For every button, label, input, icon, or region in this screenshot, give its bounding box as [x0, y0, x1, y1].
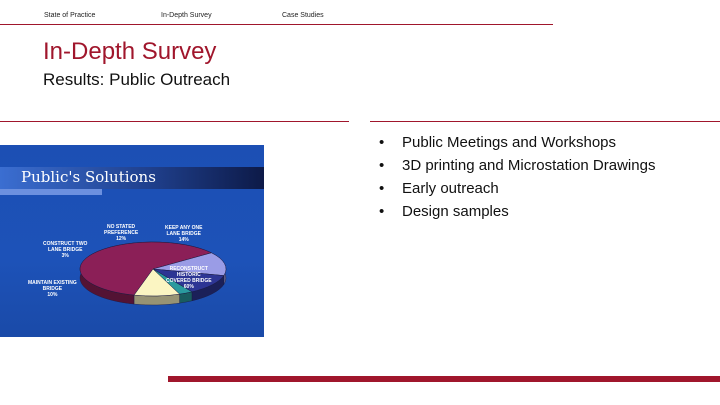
bullet-dot: • — [379, 203, 385, 220]
page-subtitle: Results: Public Outreach — [43, 70, 231, 89]
bullet-dot: • — [379, 180, 385, 197]
nav-tab-in-depth-survey[interactable]: In-Depth Survey — [161, 12, 212, 19]
section-divider-left — [0, 121, 349, 122]
footer-accent-bar — [168, 376, 720, 382]
pie-label-keep-one-lane: KEEP ANY ONE LANE BRIDGE 14% — [165, 225, 203, 243]
pie-chart-image — [0, 145, 264, 337]
bullet-dot: • — [379, 134, 385, 151]
pie-label-reconstruct: RECONSTRUCT HISTORIC COVERED BRIDGE 60% — [166, 266, 212, 290]
pie-label-no-stated: NO STATED PREFERENCE 12% — [104, 224, 139, 242]
bullet-text: Design samples — [402, 203, 509, 220]
figure-title: Public's Solutions — [21, 168, 156, 186]
nav-divider — [0, 24, 553, 25]
bullet-dot: • — [379, 157, 385, 174]
bullet-text: Public Meetings and Workshops — [402, 134, 616, 151]
bullet-text: 3D printing and Microstation Drawings — [402, 157, 656, 174]
section-divider-right — [370, 121, 720, 122]
pie-label-construct-two: CONSTRUCT TWO LANE BRIDGE 3% — [43, 241, 88, 259]
page-title: In-Depth Survey — [43, 38, 217, 65]
nav-tab-case-studies[interactable]: Case Studies — [282, 12, 324, 19]
pie-label-maintain: MAINTAIN EXISTING BRIDGE 10% — [28, 280, 77, 298]
nav-tab-state-of-practice[interactable]: State of Practice — [44, 12, 96, 19]
bullet-text: Early outreach — [402, 180, 499, 197]
